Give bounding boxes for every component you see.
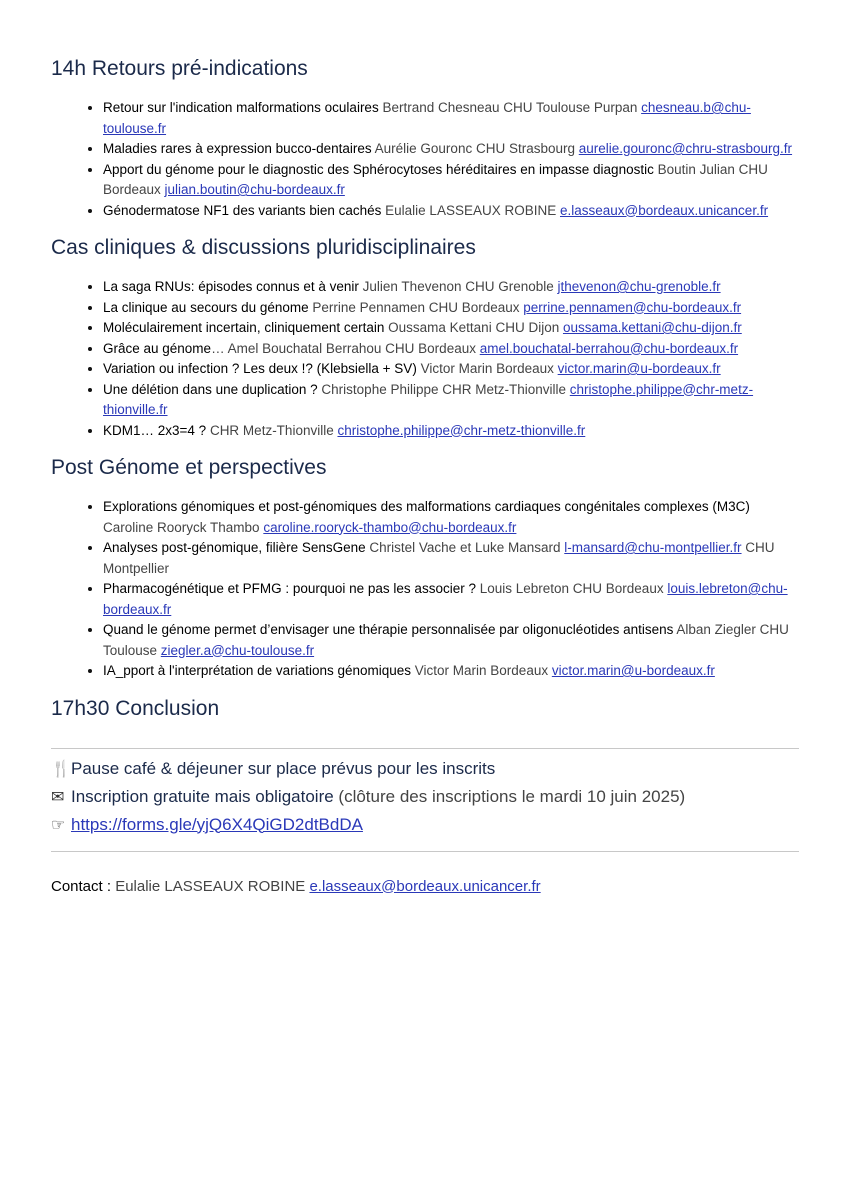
talk-item <box>103 339 801 360</box>
divider <box>51 748 799 749</box>
fork-knife-icon: 🍴 <box>51 760 71 778</box>
talk-speaker: Julien Thevenon CHU Grenoble <box>358 279 558 294</box>
talk-speaker: Louis Lebreton CHU Bordeaux <box>475 581 668 596</box>
talk-title: Variation ou infection ? Les deux !? (Klebsiella + SV) <box>103 361 417 376</box>
talk-speaker: Alban Ziegler CHU Toulouse <box>103 622 789 658</box>
talk-speaker: Victor Marin Bordeaux <box>416 361 558 376</box>
talk-item <box>103 538 801 579</box>
talk-title: Explorations génomiques et post-génomiques des malformations cardiaques congénitales complexes (M3C) <box>103 499 750 514</box>
talk-title: Moléculairement incertain, cliniquement certain <box>103 320 385 335</box>
talk-title: La clinique au secours du génome <box>103 299 309 315</box>
speaker-email-link[interactable]: perrine.pennamen@chu-bordeaux.fr <box>523 299 742 315</box>
talk-item <box>103 160 801 201</box>
talk-speaker: Christel Vache et Luke Mansard <box>365 540 565 555</box>
talk-title: KDM1… 2x3=4 ? <box>103 422 207 438</box>
speaker-email-link[interactable]: oussama.kettani@chu-dijon.fr <box>562 320 742 335</box>
inscription-text: Inscription gratuite mais obligatoire <box>71 786 334 806</box>
talk-item <box>103 380 801 421</box>
speaker-email-link[interactable]: victor.marin@u-bordeaux.fr <box>551 663 715 678</box>
section-title: Post Génome et perspectives <box>51 456 327 479</box>
speaker-email-link[interactable]: christophe.philippe@chr-metz-thionville.fr <box>337 422 586 438</box>
talk-speaker: Victor Marin Bordeaux <box>411 663 552 678</box>
speaker-email-link[interactable]: jthevenon@chu-grenoble.fr <box>557 279 721 294</box>
talk-title: La saga RNUs: épisodes connus et à venir <box>103 279 359 294</box>
envelope-icon: ✉ <box>51 788 65 806</box>
speaker-email-link[interactable]: chesneau.b@chu-toulouse.fr <box>103 100 751 136</box>
pause-text: Pause café & déjeuner sur place prévus pour les inscrits <box>71 758 496 778</box>
talk-title: Maladies rares à expression bucco-dentaires <box>103 141 372 156</box>
talk-item <box>103 318 801 339</box>
inscription-note: (clôture des inscriptions le mardi 10 juin 2025) <box>333 786 686 806</box>
info-block <box>51 755 801 839</box>
talk-title: Grâce au génome <box>103 340 212 356</box>
pause-line <box>51 755 801 783</box>
talk-speaker: Bertrand Chesneau CHU Toulouse Purpan <box>378 100 642 115</box>
speaker-email-link[interactable]: louis.lebreton@chu-bordeaux.fr <box>103 581 788 617</box>
talk-title: Retour sur l'indication malformations oculaires <box>103 100 379 115</box>
section-title: Cas cliniques & discussions pluridisciplinaires <box>51 236 476 259</box>
talk-item <box>103 421 801 442</box>
pointing-hand-icon: ☞ <box>51 816 66 834</box>
speaker-email-link[interactable]: e.lasseaux@bordeaux.unicancer.fr <box>559 202 769 218</box>
talk-title: Pharmacogénétique et PFMG : pourquoi ne pas les associer ? <box>103 581 476 596</box>
talk-speaker: Aurélie Gouronc CHU Strasbourg <box>371 141 579 156</box>
talk-speaker: … Amel Bouchatal Berrahou CHU Bordeaux <box>211 340 480 356</box>
contact-label: Contact : <box>51 877 112 895</box>
speaker-email-link[interactable]: julian.boutin@chu-bordeaux.fr <box>164 182 345 197</box>
talk-title: Quand le génome permet d’envisager une thérapie personnalisée par oligonucléotides antisens <box>103 622 674 637</box>
talk-title: Analyses post-génomique, filière SensGene <box>103 540 366 555</box>
inscription-line <box>51 783 801 811</box>
talk-item <box>103 298 801 319</box>
contact-line <box>51 878 801 895</box>
talk-speaker: Boutin Julian CHU Bordeaux <box>103 161 768 197</box>
talk-item <box>103 139 801 160</box>
contact-name: Eulalie LASSEAUX ROBINE <box>111 877 310 895</box>
talk-item <box>103 359 801 380</box>
talk-item <box>103 98 801 139</box>
speaker-email-link[interactable]: amel.bouchatal-berrahou@chu-bordeaux.fr <box>479 340 739 356</box>
talk-item <box>103 620 801 661</box>
talk-item <box>103 579 801 620</box>
talk-title: Génodermatose NF1 des variants bien cachés <box>103 202 382 218</box>
talk-list <box>51 277 801 441</box>
document-body <box>51 56 801 895</box>
talk-title: IA_pport à l'interprétation de variations génomiques <box>103 663 412 678</box>
registration-link[interactable]: https://forms.gle/yjQ6X4QiGD2dtBdDA <box>71 814 363 834</box>
talk-speaker: Perrine Pennamen CHU Bordeaux <box>308 299 524 315</box>
divider <box>51 851 799 852</box>
talk-title: Apport du génome pour le diagnostic des Sphérocytoses héréditaires en impasse diagnostic <box>103 161 654 177</box>
speaker-email-link[interactable]: l-mansard@chu-montpellier.fr <box>564 540 742 555</box>
talk-item <box>103 661 801 682</box>
talk-list <box>51 497 801 682</box>
section-title: 14h Retours pré-indications <box>51 57 308 80</box>
speaker-email-link[interactable]: ziegler.a@chu-toulouse.fr <box>160 642 315 658</box>
conclusion-title: 17h30 Conclusion <box>51 696 220 720</box>
talk-speaker: Eulalie LASSEAUX ROBINE <box>381 202 560 218</box>
talk-title: Une délétion dans une duplication ? <box>103 381 318 397</box>
link-line <box>51 811 801 839</box>
talk-speaker: Christophe Philippe CHR Metz-Thionville <box>317 381 570 397</box>
talk-speaker: Caroline Rooryck Thambo <box>103 519 264 535</box>
talk-item <box>103 277 801 298</box>
speaker-email-link[interactable]: victor.marin@u-bordeaux.fr <box>557 361 721 376</box>
speaker-email-link[interactable]: caroline.rooryck-thambo@chu-bordeaux.fr <box>263 519 517 535</box>
talk-speaker: Oussama Kettani CHU Dijon <box>384 320 563 335</box>
talk-item <box>103 497 801 538</box>
speaker-email-link[interactable]: aurelie.gouronc@chru-strasbourg.fr <box>578 141 793 156</box>
talk-affiliation: CHU Montpellier <box>103 540 775 576</box>
talk-speaker: CHR Metz-Thionville <box>206 422 338 438</box>
contact-email-link[interactable]: e.lasseaux@bordeaux.unicancer.fr <box>309 877 541 895</box>
speaker-email-link[interactable]: christophe.philippe@chr-metz-thionville.fr <box>103 381 754 417</box>
talk-item <box>103 201 801 222</box>
talk-list <box>51 98 801 221</box>
